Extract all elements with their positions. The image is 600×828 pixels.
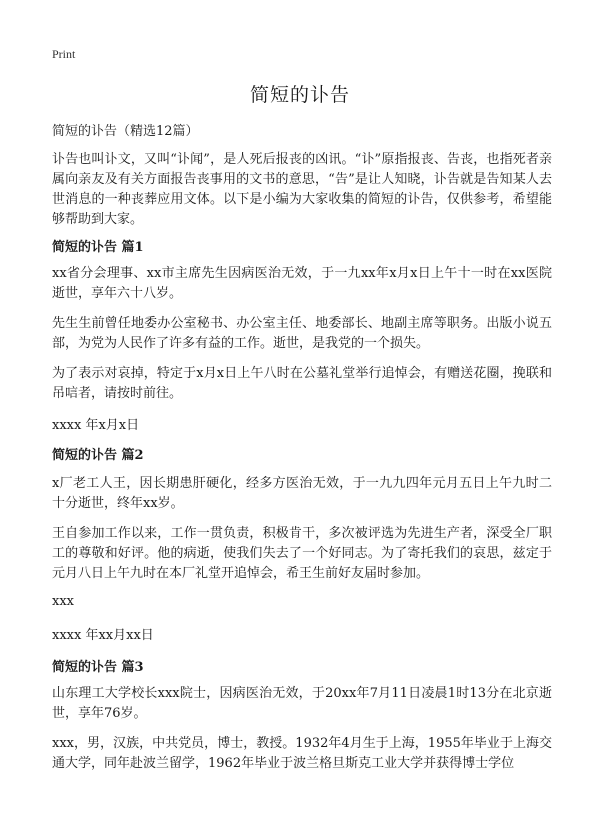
section-heading-2: 简短的讣告 篇2 [52, 448, 144, 463]
intro-paragraph: 讣告也叫讣文，又叫“讣闻”，是人死后报丧的凶讯。“讣”原指报丧、告丧，也指死者亲属向亲友及有关方面报告丧事用的文书的意思，“告”是让人知晓，讣告就是告知某人去世消息的一种丧葬应用文体。以下是小编为大家收集的简短的讣告，仅供参考，希望能够帮助到大家。 [52, 152, 552, 227]
section-1-paragraph-1: xx省分会理事、xx市主席先生因病医治无效，于一九xx年x月x日上午十一时在xx医院逝世，享年六十八岁。 [52, 266, 552, 301]
print-link[interactable]: Print [52, 47, 76, 61]
document-subtitle: 简短的讣告（精选12篇） [52, 124, 199, 139]
section-1-date: xxxx 年x月x日 [52, 418, 140, 433]
section-1-paragraph-2: 先生生前曾任地委办公室秘书、办公室主任、地委部长、地副主席等职务。出版小说五部，为党为人民作了许多有益的工作。逝世，是我党的一个损失。 [52, 316, 552, 351]
section-2-date: xxxx 年xx月xx日 [52, 628, 154, 643]
section-1-paragraph-3: 为了表示对哀掉，特定于x月x日上午八时在公墓礼堂举行追悼会，有赠送花圈，挽联和吊唁者，请按时前往。 [52, 366, 552, 401]
section-2-signer: xxx [52, 594, 74, 609]
section-heading-3: 简短的讣告 篇3 [52, 660, 144, 675]
section-3-paragraph-1: 山东理工大学校长xxx院士，因病医治无效，于20xx年7月11日凌晨1时13分在北京逝世，享年76岁。 [52, 686, 552, 721]
section-2-paragraph-2: 王自参加工作以来，工作一贯负责，积极肯干，多次被评选为先进生产者，深受全厂职工的尊敬和好评。他的病逝，使我们失去了一个好同志。为了寄托我们的哀思，兹定于元月八日上午九时在本厂礼堂开追悼会，希王生前好友届时参加。 [52, 526, 552, 581]
section-3-paragraph-2: xxx，男，汉族，中共党员，博士，教授。1932年4月生于上海，1955年毕业于上海交通大学，同年赴波兰留学，1962年毕业于波兰格旦斯克工业大学并获得博士学位 [52, 736, 552, 771]
section-2-paragraph-1: x厂老工人王，因长期患肝硬化，经多方医治无效，于一九九四年元月五日上午九时二十分逝世，终年xx岁。 [52, 476, 552, 511]
section-heading-1: 简短的讣告 篇1 [52, 240, 144, 255]
page-title: 简短的讣告 [249, 84, 350, 106]
